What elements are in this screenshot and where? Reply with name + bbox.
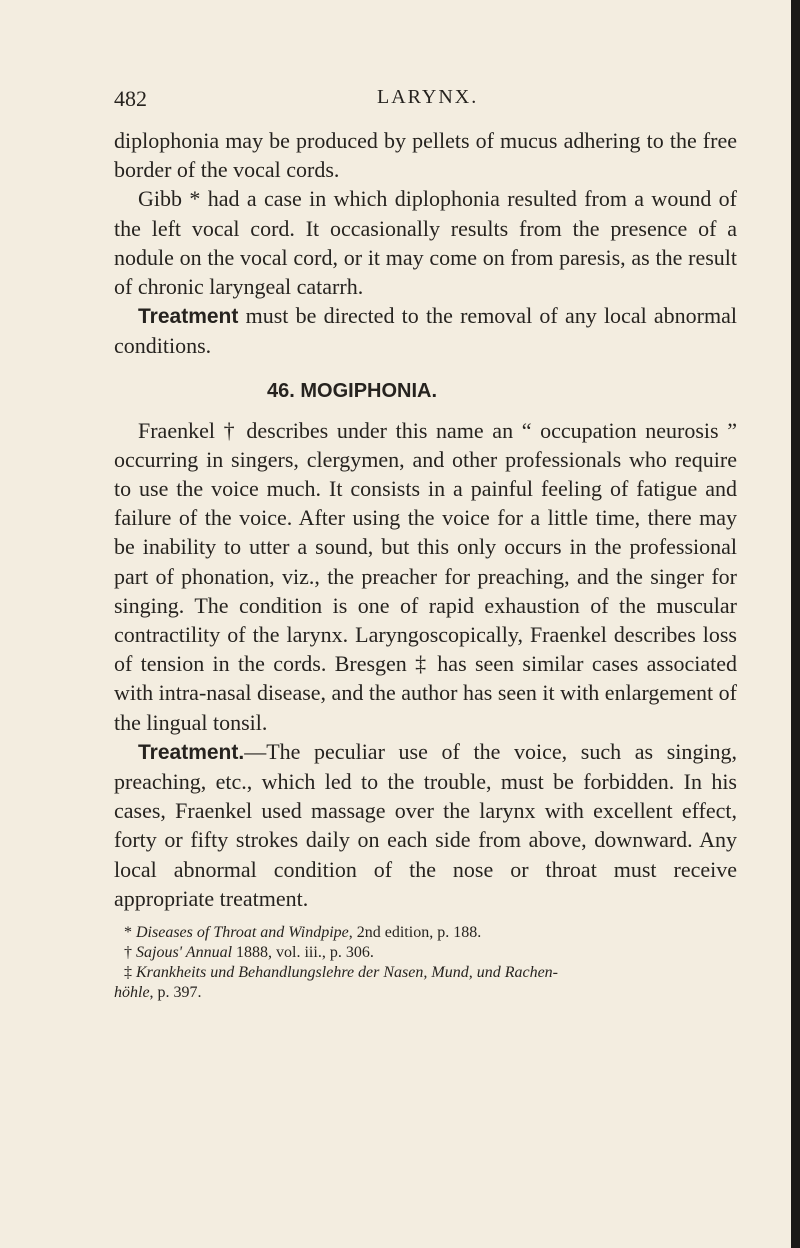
footnotes bbox=[114, 923, 737, 1003]
footnote-3 bbox=[114, 963, 737, 983]
treatment-runin-2: Treatment. bbox=[138, 740, 245, 764]
paragraph-5 bbox=[114, 737, 737, 913]
footnote-mark: ‡ bbox=[124, 964, 136, 982]
page-edge bbox=[791, 0, 800, 1248]
footnote-title: Krankheits und Behandlungslehre der Nasen, Mund, und Rachen- bbox=[136, 964, 559, 982]
text-block bbox=[114, 126, 737, 1003]
section-heading: 46. MOGIPHONIA. bbox=[267, 379, 438, 402]
paragraph-3 bbox=[114, 301, 737, 360]
paragraph-3-text: must be directed to the removal of any local abnormal conditions. bbox=[114, 303, 737, 359]
paragraph-2: Gibb * had a case in which diplophonia resulted from a wound of the left vocal cord. It occasionally results from the presence of a nodule on the vocal cord, or it may come on from paresis, as the result of chronic laryngeal catarrh. bbox=[114, 186, 737, 300]
footnote-title: höhle bbox=[114, 984, 150, 1002]
treatment-runin-1: Treatment bbox=[138, 305, 239, 329]
footnote-1 bbox=[114, 923, 737, 943]
footnote-detail: 1888, vol. iii., p. 306. bbox=[232, 944, 374, 962]
footnote-title: Diseases of Throat and Windpipe bbox=[136, 924, 349, 942]
footnote-title: Sajous' Annual bbox=[136, 944, 233, 962]
footnote-detail: , p. 397. bbox=[149, 984, 202, 1002]
running-title: LARYNX. bbox=[377, 86, 479, 108]
page-number: 482 bbox=[114, 86, 147, 111]
paragraph-4: Fraenkel † describes under this name an “ occupation neurosis ” occurring in singers, clergymen, and other professionals who require to use the voice much. It consists in a painful feeling of fatigue and failure of the voice. After using the voice for a little time, there may be inability to utter a sound, but this only occurs in the professional part of phonation, viz., the preacher for preaching, and the singer for singing. The condition is one of rapid exhaustion of the muscular contractility of the larynx. Laryngoscopically, Fraenkel describes loss of tension in the cords. Bresgen ‡ has seen similar cases associated with intra-nasal disease, and the author has seen it with enlargement of the lingual tonsil. bbox=[114, 417, 737, 735]
paragraph-1: diplophonia may be produced by pellets of mucus adhering to the free border of the vocal cords. bbox=[114, 128, 737, 183]
footnote-2 bbox=[114, 943, 737, 963]
footnote-3-continued bbox=[114, 983, 737, 1003]
footnote-mark: * bbox=[124, 924, 136, 942]
footnote-detail: , 2nd edition, p. 188. bbox=[348, 924, 482, 942]
paragraph-5-text: —The peculiar use of the voice, such as singing, preaching, etc., which led to the trouble, must be forbidden. In his cases, Fraenkel used massage over the larynx with excellent effect, forty or fifty strokes daily on each side from above, downward. Any local abnormal condition of the nose or throat must receive appropriate treatment. bbox=[114, 738, 737, 911]
running-head bbox=[114, 86, 734, 118]
footnote-mark: † bbox=[124, 944, 136, 962]
